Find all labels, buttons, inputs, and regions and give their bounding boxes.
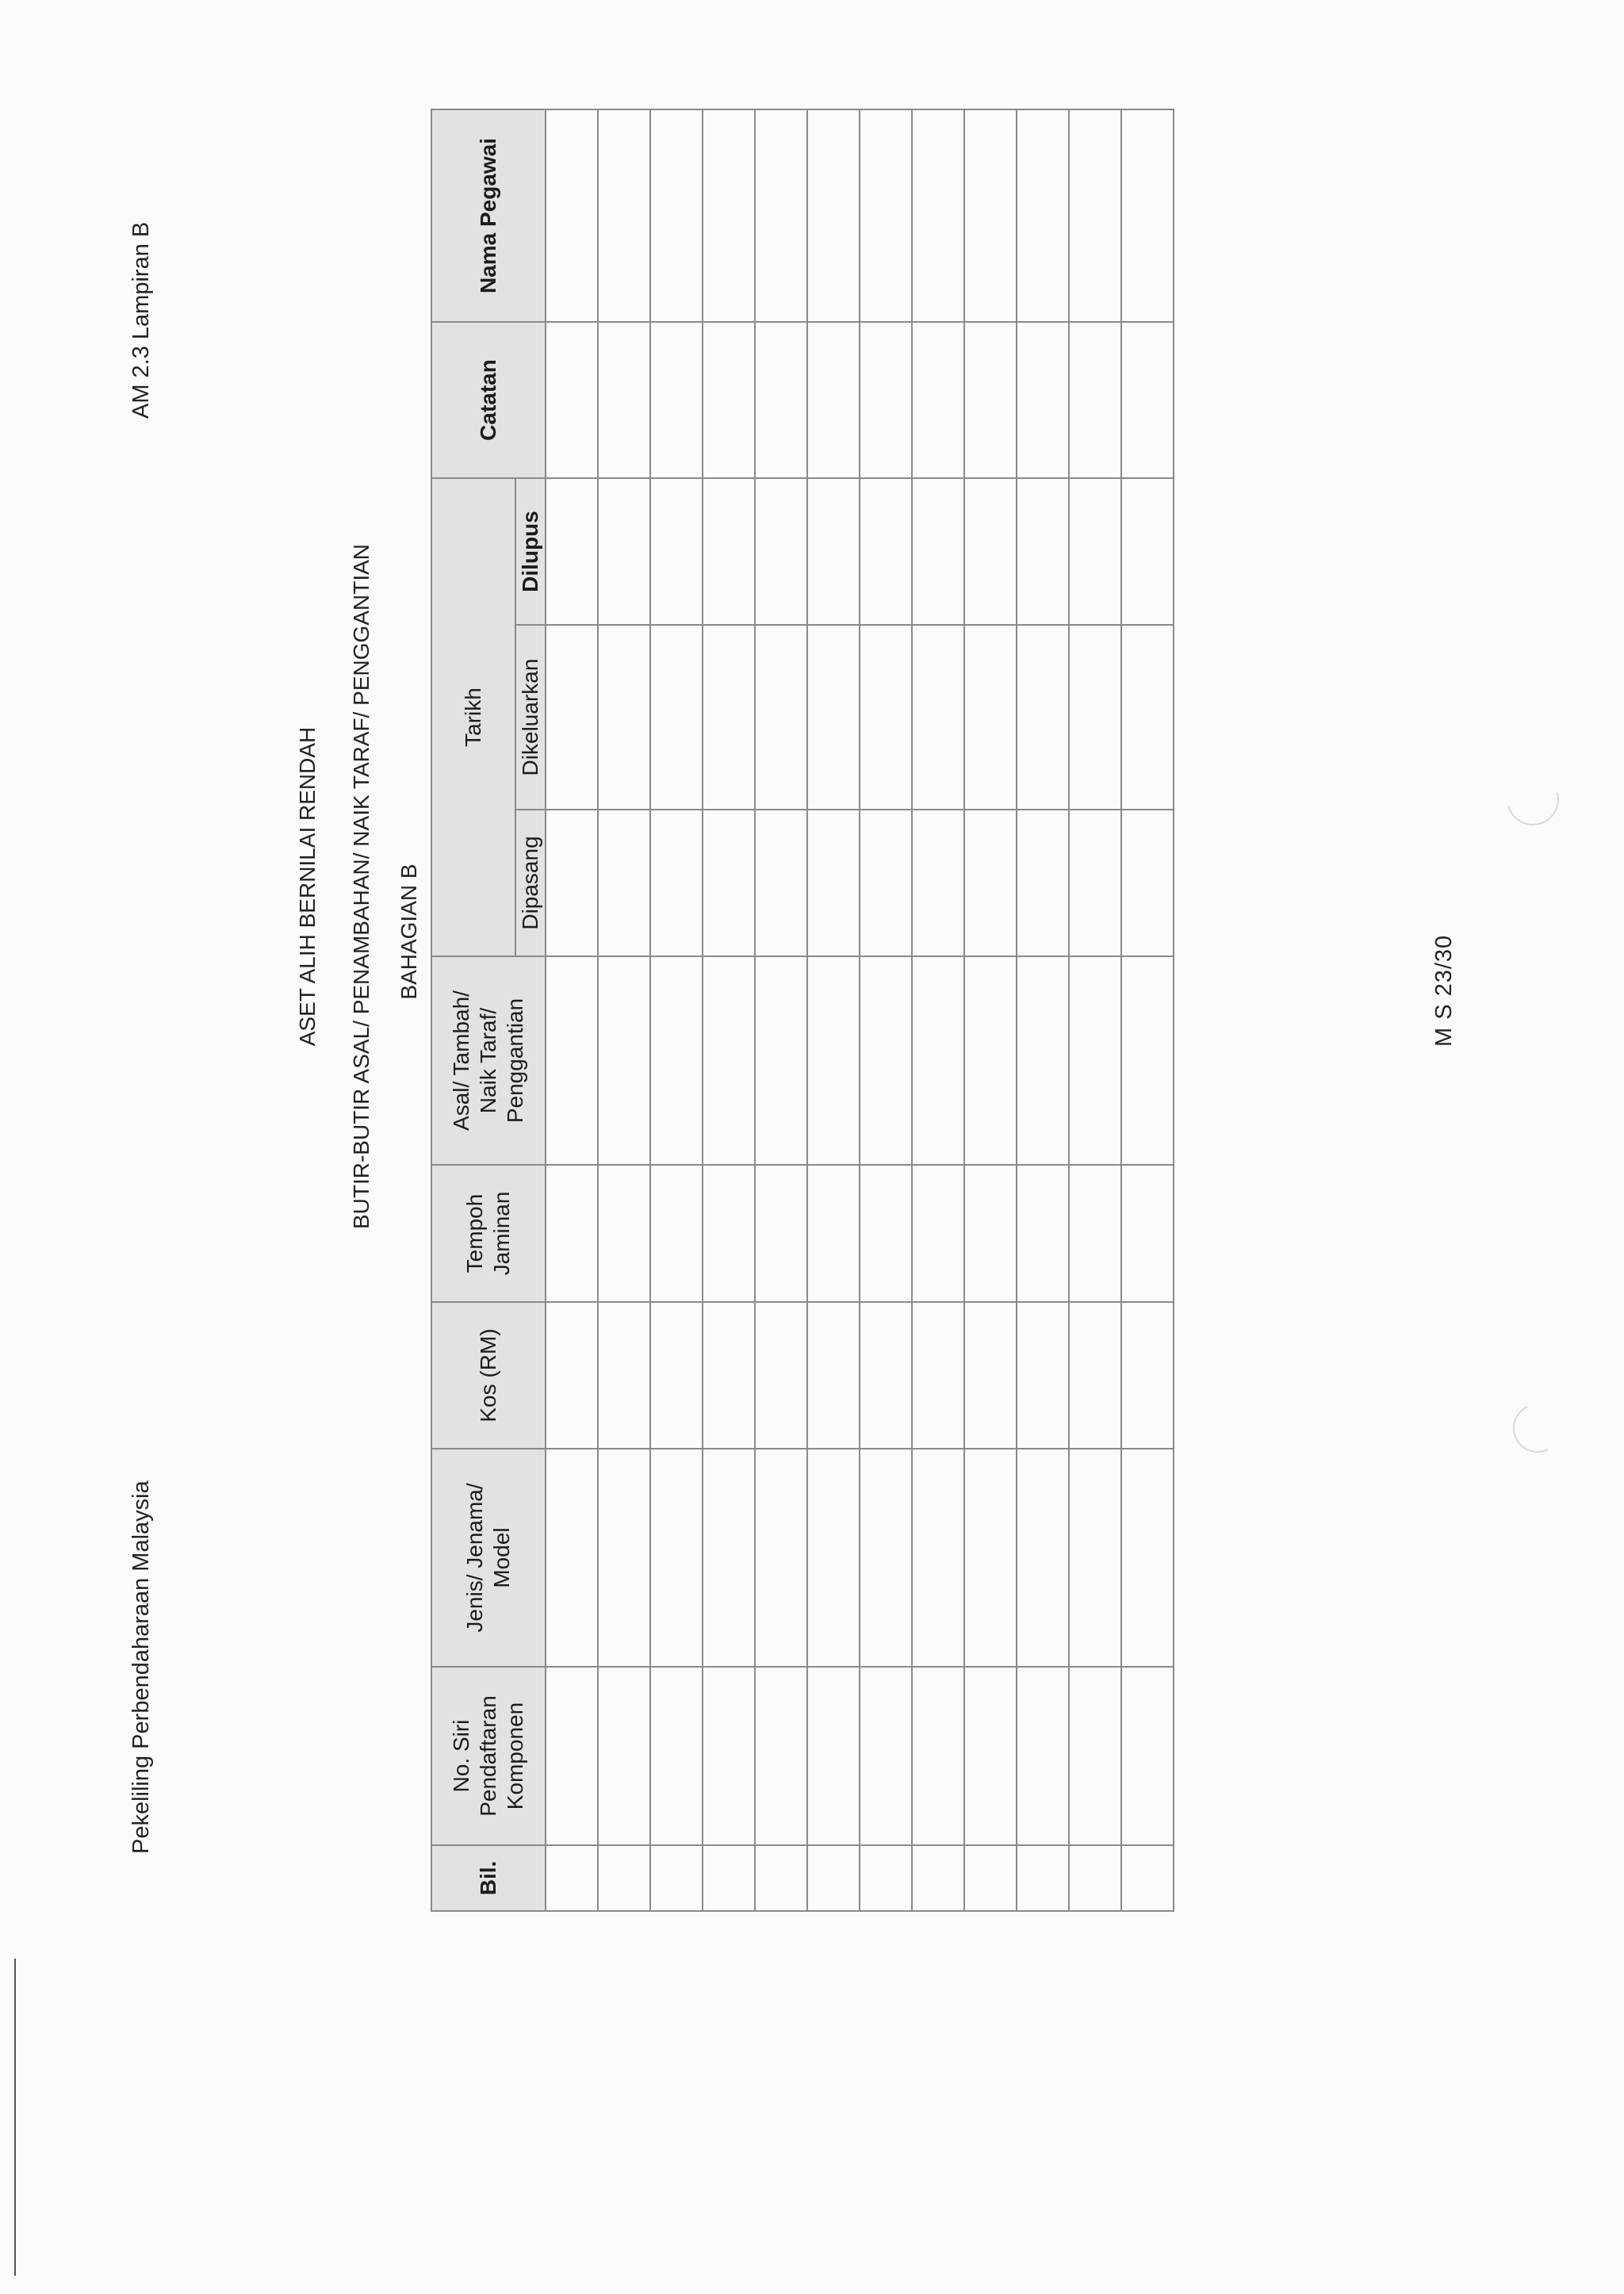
table-cell[interactable] <box>598 1667 650 1845</box>
table-cell[interactable] <box>598 322 650 478</box>
table-cell[interactable] <box>912 810 964 956</box>
header-text: Penggantian <box>503 998 527 1124</box>
header-tarikh: Tarikh <box>431 478 515 956</box>
table-cell[interactable] <box>546 956 598 1165</box>
table-cell[interactable] <box>860 1165 912 1302</box>
table-cell[interactable] <box>860 322 912 478</box>
table-cell[interactable] <box>807 1165 860 1302</box>
table-cell[interactable] <box>703 322 755 478</box>
table-cell[interactable] <box>703 1845 755 1911</box>
header-text: Naik Taraf/ <box>476 1007 500 1114</box>
header-jenis <box>431 1449 546 1667</box>
table-cell[interactable] <box>912 478 964 625</box>
table-cell[interactable] <box>650 956 703 1165</box>
table-cell[interactable] <box>546 1302 598 1449</box>
table-cell[interactable] <box>598 478 650 625</box>
table-row <box>1121 109 1174 1911</box>
table-cell[interactable] <box>860 810 912 956</box>
header-text: Tempoh <box>462 1193 487 1273</box>
table-row <box>703 109 755 1911</box>
table-cell[interactable] <box>912 1667 964 1845</box>
asset-details-table <box>431 109 1174 1912</box>
table-cell[interactable] <box>860 956 912 1165</box>
header-text: Model <box>489 1527 514 1588</box>
table-cell[interactable] <box>860 109 912 322</box>
table-cell[interactable] <box>860 1449 912 1667</box>
table-cell[interactable] <box>1069 810 1121 956</box>
header-tempoh <box>431 1165 546 1302</box>
table-cell[interactable] <box>546 322 598 478</box>
header-text: Pendaftaran <box>476 1695 500 1817</box>
table-cell[interactable] <box>1121 109 1174 322</box>
table-cell[interactable] <box>964 1165 1017 1302</box>
table-cell[interactable] <box>807 625 860 810</box>
table-cell[interactable] <box>964 478 1017 625</box>
page-number: M S 23/30 <box>1431 934 1457 1047</box>
table-cell[interactable] <box>860 625 912 810</box>
table-cell[interactable] <box>598 109 650 322</box>
table-cell[interactable] <box>703 956 755 1165</box>
table-cell[interactable] <box>912 956 964 1165</box>
table-cell[interactable] <box>807 1845 860 1911</box>
table-cell[interactable] <box>546 810 598 956</box>
table-cell[interactable] <box>964 109 1017 322</box>
table-cell[interactable] <box>1121 1302 1174 1449</box>
table-cell[interactable] <box>964 1845 1017 1911</box>
table-cell[interactable] <box>546 625 598 810</box>
table-cell[interactable] <box>650 322 703 478</box>
header-dipasang: Dipasang <box>515 810 546 956</box>
table-cell[interactable] <box>703 1449 755 1667</box>
table-cell[interactable] <box>598 810 650 956</box>
table-cell[interactable] <box>1069 109 1121 322</box>
table-cell[interactable] <box>1121 1667 1174 1845</box>
table-cell[interactable] <box>964 810 1017 956</box>
table-cell[interactable] <box>1069 322 1121 478</box>
table-cell[interactable] <box>964 322 1017 478</box>
table-cell[interactable] <box>1121 1845 1174 1911</box>
table-cell[interactable] <box>912 1845 964 1911</box>
table-cell[interactable] <box>546 1165 598 1302</box>
table-cell[interactable] <box>912 1449 964 1667</box>
table-cell[interactable] <box>598 1165 650 1302</box>
table-row <box>807 109 860 1911</box>
table-cell[interactable] <box>1069 1165 1121 1302</box>
table-cell[interactable] <box>1017 1302 1069 1449</box>
table-cell[interactable] <box>703 810 755 956</box>
table-cell[interactable] <box>1017 109 1069 322</box>
table-cell[interactable] <box>1069 1449 1121 1667</box>
table-cell[interactable] <box>1017 478 1069 625</box>
table-row <box>1017 109 1069 1911</box>
table-cell[interactable] <box>912 322 964 478</box>
table-row <box>546 109 598 1911</box>
header-dikeluarkan: Dikeluarkan <box>515 625 546 810</box>
table-cell[interactable] <box>546 1845 598 1911</box>
table-cell[interactable] <box>1017 1845 1069 1911</box>
table-cell[interactable] <box>546 109 598 322</box>
table-cell[interactable] <box>912 1302 964 1449</box>
table-cell[interactable] <box>1017 810 1069 956</box>
table-cell[interactable] <box>598 956 650 1165</box>
table-cell[interactable] <box>807 956 860 1165</box>
table-cell[interactable] <box>964 956 1017 1165</box>
table-cell[interactable] <box>650 478 703 625</box>
table-cell[interactable] <box>1069 625 1121 810</box>
table-row <box>860 109 912 1911</box>
table-cell[interactable] <box>1069 478 1121 625</box>
table-cell[interactable] <box>1069 956 1121 1165</box>
table-cell[interactable] <box>860 478 912 625</box>
table-cell[interactable] <box>807 109 860 322</box>
header-text: Asal/ Tambah/ <box>449 990 473 1131</box>
header-text: No. Siri <box>449 1719 473 1793</box>
table-cell[interactable] <box>1069 1845 1121 1911</box>
table-cell[interactable] <box>807 1449 860 1667</box>
header-no-siri <box>431 1667 546 1845</box>
table-cell[interactable] <box>1017 956 1069 1165</box>
table-cell[interactable] <box>964 625 1017 810</box>
table-cell[interactable] <box>755 1845 807 1911</box>
table-cell[interactable] <box>703 109 755 322</box>
header-nama-pegawai: Nama Pegawai <box>431 109 546 322</box>
table-cell[interactable] <box>598 1845 650 1911</box>
header-asal <box>431 956 546 1165</box>
table-row <box>598 109 650 1911</box>
header-text: Jaminan <box>489 1191 514 1276</box>
table-cell[interactable] <box>1121 625 1174 810</box>
table-cell[interactable] <box>703 1165 755 1302</box>
table-cell[interactable] <box>755 478 807 625</box>
table-cell[interactable] <box>1121 810 1174 956</box>
table-cell[interactable] <box>650 1449 703 1667</box>
table-cell[interactable] <box>1121 956 1174 1165</box>
header-kos: Kos (RM) <box>431 1302 546 1449</box>
table-cell[interactable] <box>1121 1449 1174 1667</box>
table-cell[interactable] <box>546 1667 598 1845</box>
table-cell[interactable] <box>755 625 807 810</box>
table-cell[interactable] <box>912 1165 964 1302</box>
table-cell[interactable] <box>807 1302 860 1449</box>
header-bil: Bil. <box>431 1845 546 1911</box>
table-row <box>650 109 703 1911</box>
table-cell[interactable] <box>650 1845 703 1911</box>
table-cell[interactable] <box>703 478 755 625</box>
document-reference: AM 2.3 Lampiran B <box>128 221 154 419</box>
table-cell[interactable] <box>546 1449 598 1667</box>
table-cell[interactable] <box>1121 478 1174 625</box>
table-cell[interactable] <box>755 322 807 478</box>
header-text: Jenis/ Jenama/ <box>462 1483 487 1633</box>
table-cell[interactable] <box>546 478 598 625</box>
table-body <box>546 109 1174 1911</box>
table-cell[interactable] <box>807 322 860 478</box>
table-row <box>912 109 964 1911</box>
table-cell[interactable] <box>1017 1449 1069 1667</box>
table-cell[interactable] <box>650 810 703 956</box>
header-dilupus: Dilupus <box>515 478 546 625</box>
form-subtitle: BUTIR-BUTIR ASAL/ PENAMBAHAN/ NAIK TARAF/ PENGGANTIAN <box>349 544 373 1230</box>
table-cell[interactable] <box>755 1165 807 1302</box>
table-cell[interactable] <box>1017 322 1069 478</box>
table-cell[interactable] <box>650 1302 703 1449</box>
table-cell[interactable] <box>755 1302 807 1449</box>
table-cell[interactable] <box>755 956 807 1165</box>
section-title: BAHAGIAN B <box>396 864 421 1000</box>
table-cell[interactable] <box>964 1449 1017 1667</box>
table-cell[interactable] <box>650 1165 703 1302</box>
table-cell[interactable] <box>1017 1165 1069 1302</box>
table-header-row <box>431 109 515 1911</box>
form-title: ASET ALIH BERNILAI RENDAH <box>295 726 320 1047</box>
table-cell[interactable] <box>912 109 964 322</box>
table-row <box>964 109 1017 1911</box>
table-cell[interactable] <box>807 478 860 625</box>
table-cell[interactable] <box>703 1302 755 1449</box>
table-cell[interactable] <box>650 109 703 322</box>
table-cell[interactable] <box>755 109 807 322</box>
table-cell[interactable] <box>1017 625 1069 810</box>
table-cell[interactable] <box>860 1845 912 1911</box>
header-catatan: Catatan <box>431 322 546 478</box>
table-cell[interactable] <box>598 1302 650 1449</box>
table-cell[interactable] <box>964 1667 1017 1845</box>
table-cell[interactable] <box>1069 1302 1121 1449</box>
table-cell[interactable] <box>755 1449 807 1667</box>
table-cell[interactable] <box>860 1302 912 1449</box>
table-cell[interactable] <box>860 1667 912 1845</box>
table-cell[interactable] <box>598 625 650 810</box>
table-cell[interactable] <box>912 625 964 810</box>
table-cell[interactable] <box>964 1302 1017 1449</box>
table-cell[interactable] <box>755 1667 807 1845</box>
table-cell[interactable] <box>1121 322 1174 478</box>
table-row <box>755 109 807 1911</box>
table-row <box>1069 109 1121 1911</box>
table-cell[interactable] <box>650 1667 703 1845</box>
header-text: Komponen <box>503 1702 527 1810</box>
table-cell[interactable] <box>807 810 860 956</box>
table-cell[interactable] <box>703 1667 755 1845</box>
table-cell[interactable] <box>598 1449 650 1667</box>
table-cell[interactable] <box>1017 1667 1069 1845</box>
table-cell[interactable] <box>755 810 807 956</box>
table-cell[interactable] <box>703 625 755 810</box>
table-cell[interactable] <box>1069 1667 1121 1845</box>
table-cell[interactable] <box>1121 1165 1174 1302</box>
table-cell[interactable] <box>650 625 703 810</box>
table-cell[interactable] <box>807 1667 860 1845</box>
document-source: Pekeliling Perbendaharaan Malaysia <box>128 1480 154 1854</box>
